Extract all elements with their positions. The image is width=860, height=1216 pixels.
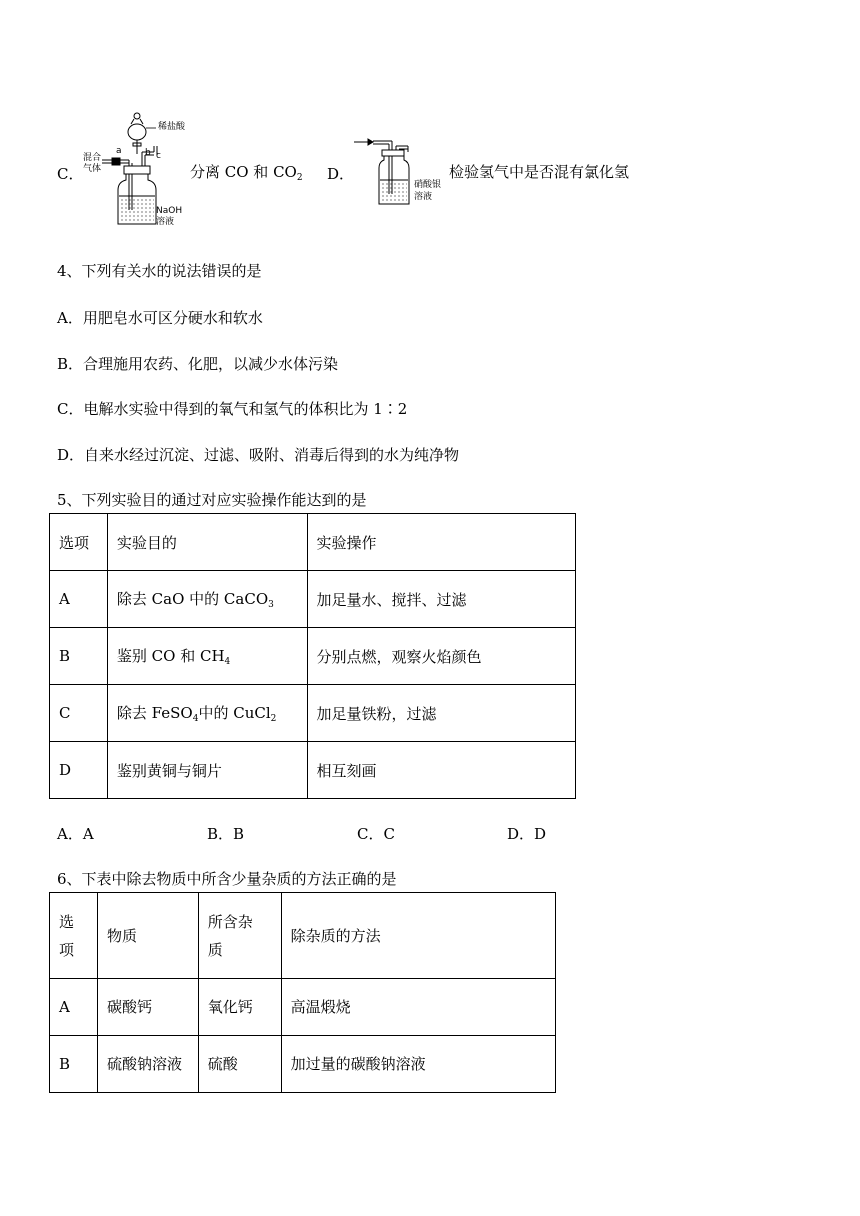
hcl-detection-apparatus-diagram (352, 136, 414, 210)
label-silver-nitrate-1: 硝酸银 (414, 180, 442, 190)
q6-header-option: 选 项 (50, 893, 98, 979)
q5-row-b-purpose: 鉴别 CO 和 $CH_4$ (107, 628, 307, 685)
label-naoh-1: NaOH (156, 206, 183, 216)
table-row (50, 628, 576, 685)
q3-option-c-letter: C． (57, 165, 84, 183)
q5-header-row (50, 514, 576, 571)
gas-washing-bottle (118, 174, 156, 224)
q6-row-a-method: 高温煅烧 (281, 979, 555, 1036)
q4-option-c: C．电解水实验中得到的氧气和氢气的体积比为 1∶2 (57, 400, 408, 418)
q5-row-d-purpose: 鉴别黄铜与铜片 (107, 742, 307, 799)
q5-row-a-operation: 加足量水、搅拌、过滤 (307, 571, 575, 628)
q3-option-d-letter: D． (327, 165, 355, 183)
q5-stem: 5、下列实验目的通过对应实验操作能达到的是 (57, 491, 367, 509)
naoh-liquid (119, 196, 155, 220)
separatory-funnel (128, 113, 146, 154)
label-silver-nitrate-2: 溶液 (414, 192, 433, 202)
q5-header-operation: 实验操作 (307, 514, 575, 571)
q5-row-c-operation: 加足量铁粉，过滤 (307, 685, 575, 742)
label-a: a (116, 146, 122, 156)
q5-row-b-operation: 分别点燃，观察火焰颜色 (307, 628, 575, 685)
q5-row-d-operation: 相互刻画 (307, 742, 575, 799)
q6-header-method: 除杂质的方法 (281, 893, 555, 979)
label-b: b (145, 148, 151, 158)
q6-header-row (50, 893, 556, 979)
q5-table (49, 513, 576, 799)
q4-option-b: B．合理施用农药、化肥，以减少水体污染 (57, 355, 339, 373)
label-mixed-gas-2: 气体 (83, 164, 102, 174)
label-naoh-2: 溶液 (156, 217, 175, 227)
q3-option-d-description: 检验氢气中是否混有氯化氢 (449, 163, 630, 181)
q6-row-b-option: B (50, 1036, 98, 1093)
q5-header-purpose: 实验目的 (107, 514, 307, 571)
table-row (50, 1036, 556, 1093)
table-row (50, 742, 576, 799)
q6-row-b-method: 加过量的碳酸钠溶液 (281, 1036, 555, 1093)
q5-row-d-option: D (50, 742, 108, 799)
q6-table (49, 892, 556, 1093)
q5-answer-b: B．B (207, 825, 245, 843)
q4-option-a: A．用肥皂水可区分硬水和软水 (57, 309, 263, 327)
q6-header-impurity: 所含杂 质 (198, 893, 281, 979)
gas-inlet-arrow (354, 139, 373, 145)
table-row (50, 685, 576, 742)
q6-row-a-impurity: 氧化钙 (198, 979, 281, 1036)
q6-row-a-substance: 碳酸钙 (97, 979, 198, 1036)
q5-header-option: 选项 (50, 514, 108, 571)
silver-nitrate-liquid (380, 180, 408, 200)
q5-row-a-purpose: 除去 CaO 中的 CaCO$_3$ (107, 571, 307, 628)
q6-row-b-impurity: 硫酸 (198, 1036, 281, 1093)
label-dilute-hcl: 稀盐酸 (158, 122, 186, 132)
label-c: c (156, 151, 161, 161)
q5-row-c-option: C (50, 685, 108, 742)
q6-row-b-substance: 硫酸钠溶液 (97, 1036, 198, 1093)
q5-answer-a: A．A (57, 825, 94, 843)
q4-option-d: D．自来水经过沉淀、过滤、吸附、消毒后得到的水为纯净物 (57, 446, 460, 464)
q5-row-c-purpose: 除去 FeSO$_4$中的 CuCl$_2$ (107, 685, 307, 742)
table-row (50, 979, 556, 1036)
q6-row-a-option: A (50, 979, 98, 1036)
q6-header-substance: 物质 (97, 893, 198, 979)
q5-answer-c: C．C (357, 825, 395, 843)
label-mixed-gas-1: 混合 (83, 153, 102, 163)
q6-stem: 6、下表中除去物质中所含少量杂质的方法正确的是 (57, 870, 397, 888)
q5-row-b-option: B (50, 628, 108, 685)
q5-answer-d: D．D (507, 825, 547, 843)
table-row (50, 571, 576, 628)
q3-option-c-description: 分离 CO 和 $CO_2$ (190, 163, 303, 183)
q5-row-a-option: A (50, 571, 108, 628)
q4-stem: 4、下列有关水的说法错误的是 (57, 262, 262, 280)
